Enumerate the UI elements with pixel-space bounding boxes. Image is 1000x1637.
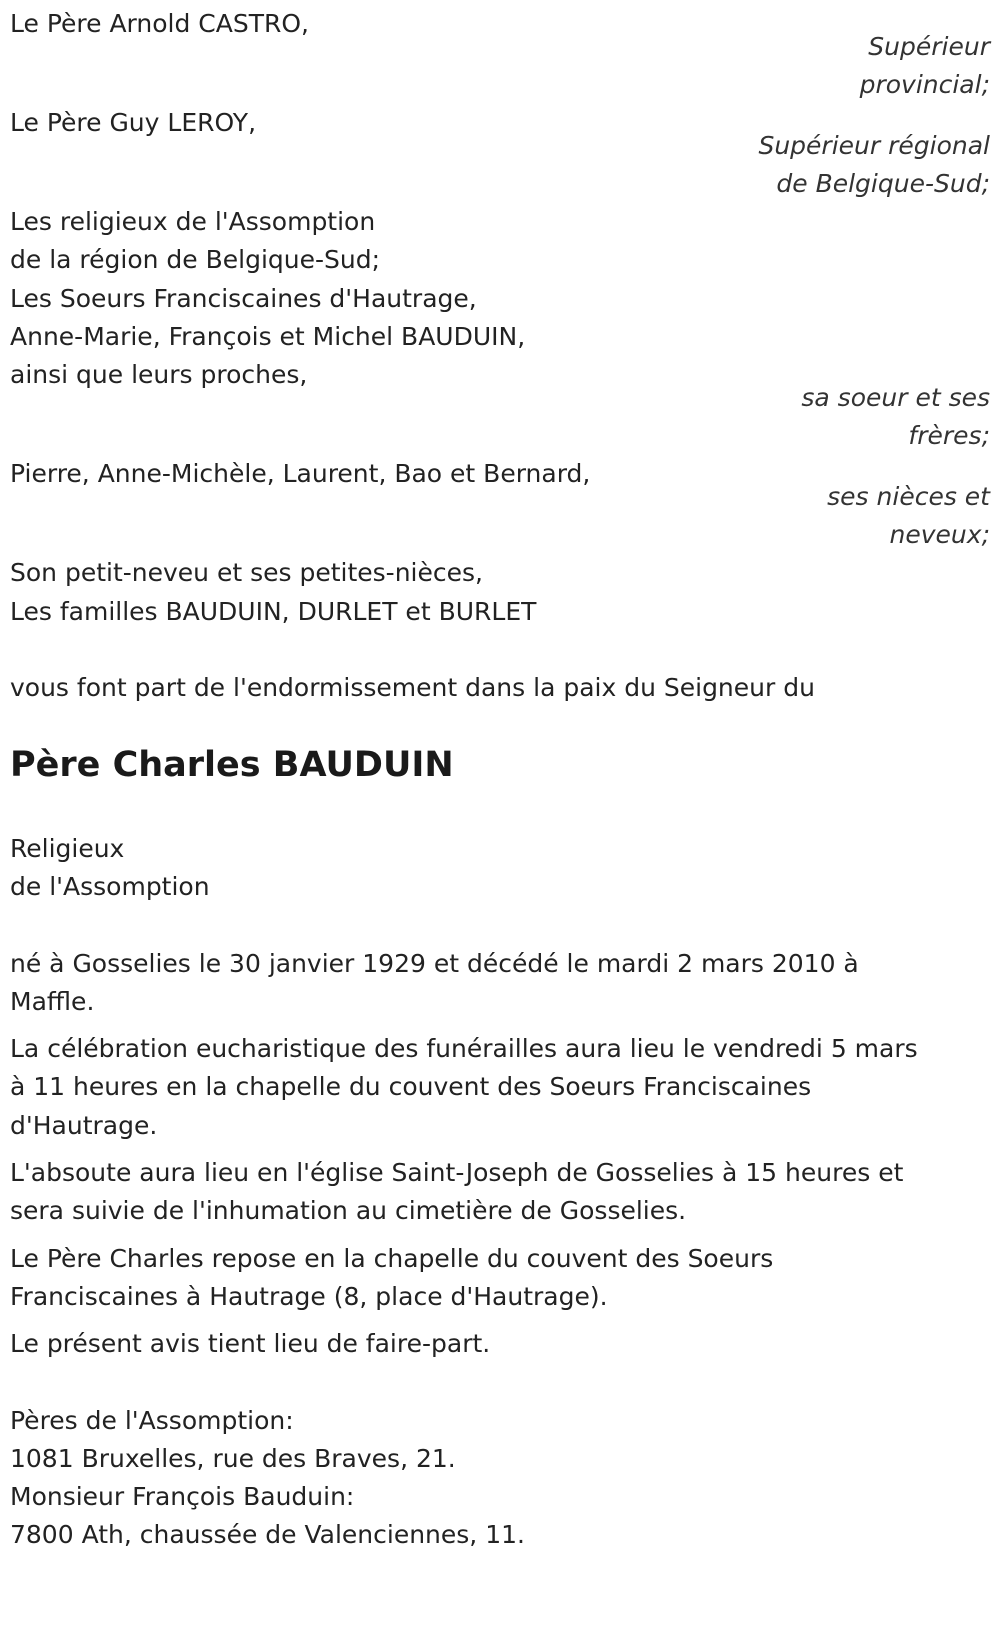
family-role: ses nièces et xyxy=(827,482,990,511)
family-line: Anne-Marie, François et Michel BAUDUIN, xyxy=(10,322,526,351)
paragraph-line: Maffle. xyxy=(10,987,95,1016)
family-line: Les Soeurs Franciscaines d'Hautrage, xyxy=(10,284,477,313)
address-line: Monsieur François Bauduin: xyxy=(10,1482,355,1511)
paragraph-line: Franciscaines à Hautrage (8, place d'Hautrage). xyxy=(10,1282,608,1311)
family-line: Le Père Guy LEROY, xyxy=(10,108,257,137)
family-line: Pierre, Anne-Michèle, Laurent, Bao et Bernard, xyxy=(10,459,591,488)
family-role: Supérieur régional xyxy=(758,131,990,160)
deceased-title: Religieux xyxy=(10,834,125,863)
family-role: provincial; xyxy=(859,70,990,99)
paragraph-line: né à Gosselies le 30 janvier 1929 et décédé le mardi 2 mars 2010 à xyxy=(10,949,859,978)
family-line: Les religieux de l'Assomption xyxy=(10,207,376,236)
address-line: 7800 Ath, chaussée de Valenciennes, 11. xyxy=(10,1520,525,1549)
family-line: de la région de Belgique-Sud; xyxy=(10,245,381,274)
paragraph-line: Le Père Charles repose en la chapelle du couvent des Soeurs xyxy=(10,1244,774,1273)
family-line: ainsi que leurs proches, xyxy=(10,360,308,389)
family-line: Son petit-neveu et ses petites-nièces, xyxy=(10,558,483,587)
paragraph-line: sera suivie de l'inhumation au cimetière de Gosselies. xyxy=(10,1196,687,1225)
family-role: neveux; xyxy=(889,520,990,549)
paragraph-line: d'Hautrage. xyxy=(10,1111,158,1140)
paragraph-line: L'absoute aura lieu en l'église Saint-Joseph de Gosselies à 15 heures et xyxy=(10,1158,904,1187)
family-line: Le Père Arnold CASTRO, xyxy=(10,9,309,38)
paragraph-line: Le présent avis tient lieu de faire-part. xyxy=(10,1329,491,1358)
deceased-title: de l'Assomption xyxy=(10,872,210,901)
paragraph-line: La célébration eucharistique des funérailles aura lieu le vendredi 5 mars xyxy=(10,1034,918,1063)
family-role: Supérieur xyxy=(868,32,990,61)
address-line: 1081 Bruxelles, rue des Braves, 21. xyxy=(10,1444,456,1473)
deceased-name: Père Charles BAUDUIN xyxy=(10,745,454,785)
family-role: frères; xyxy=(908,421,990,450)
family-role: de Belgique-Sud; xyxy=(776,169,990,198)
announcement-text: vous font part de l'endormissement dans la paix du Seigneur du xyxy=(10,673,815,702)
family-role: sa soeur et ses xyxy=(801,383,990,412)
family-line: Les familles BAUDUIN, DURLET et BURLET xyxy=(10,597,537,626)
paragraph-line: à 11 heures en la chapelle du couvent des Soeurs Franciscaines xyxy=(10,1072,812,1101)
address-line: Pères de l'Assomption: xyxy=(10,1406,294,1435)
